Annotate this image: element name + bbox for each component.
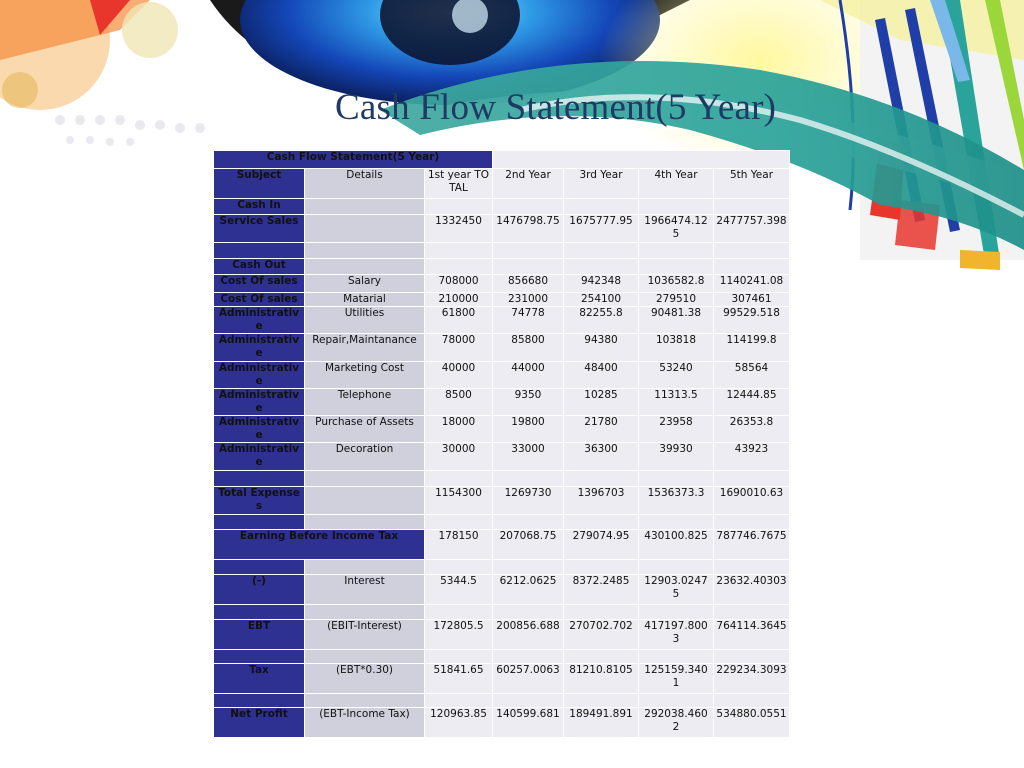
cell-value <box>493 471 564 487</box>
cell-value <box>493 259 564 275</box>
table-row <box>214 416 790 443</box>
header-year-2: 2nd Year <box>493 169 564 199</box>
cell-value: 114199.8 <box>714 334 790 362</box>
row-details: Repair,Maintanance <box>305 334 425 362</box>
cell-value: 99529.518 <box>714 307 790 334</box>
cell-value <box>564 259 639 275</box>
cell-value: 21780 <box>564 416 639 443</box>
table-row <box>214 389 790 416</box>
row-label <box>214 471 305 487</box>
row-label: Cash Out <box>214 259 305 275</box>
table-header-row <box>214 169 790 199</box>
table-row <box>214 694 790 708</box>
header-year-5: 5th Year <box>714 169 790 199</box>
cell-value <box>425 243 493 259</box>
table-row <box>214 199 790 215</box>
table-row <box>214 293 790 307</box>
row-details: Telephone <box>305 389 425 416</box>
cell-value: 36300 <box>564 443 639 471</box>
row-details: Purchase of Assets <box>305 416 425 443</box>
row-details <box>305 560 425 575</box>
cell-value <box>714 515 790 530</box>
cell-value: 48400 <box>564 362 639 389</box>
row-details <box>305 471 425 487</box>
cell-value <box>714 605 790 620</box>
cell-value <box>564 243 639 259</box>
left-floral-decoration <box>0 0 178 110</box>
row-label: Cost Of sales <box>214 275 305 293</box>
cell-value: 94380 <box>564 334 639 362</box>
cell-value: 189491.891 <box>564 708 639 738</box>
cell-value: 8500 <box>425 389 493 416</box>
cell-value <box>425 259 493 275</box>
cell-value: 856680 <box>493 275 564 293</box>
cell-value: 23632.40303 <box>714 575 790 605</box>
table-row <box>214 334 790 362</box>
cell-value: 60257.0063 <box>493 664 564 694</box>
row-label: Administrative <box>214 334 305 362</box>
cell-value: 85800 <box>493 334 564 362</box>
row-details: Utilities <box>305 307 425 334</box>
cell-value <box>639 515 714 530</box>
header-year-1: 1st year TOTAL <box>425 169 493 199</box>
cell-value: 53240 <box>639 362 714 389</box>
table-row <box>214 259 790 275</box>
row-label <box>214 650 305 664</box>
cell-value <box>564 199 639 215</box>
cell-value: 30000 <box>425 443 493 471</box>
cell-value <box>639 199 714 215</box>
cell-value <box>639 471 714 487</box>
row-details: Salary <box>305 275 425 293</box>
cell-value: 764114.3645 <box>714 620 790 650</box>
row-details <box>305 605 425 620</box>
cell-value: 307461 <box>714 293 790 307</box>
cell-value: 207068.75 <box>493 530 564 560</box>
row-details: Marketing Cost <box>305 362 425 389</box>
cell-value: 5344.5 <box>425 575 493 605</box>
cell-value <box>564 560 639 575</box>
cell-value: 58564 <box>714 362 790 389</box>
cell-value <box>639 259 714 275</box>
table-row <box>214 620 790 650</box>
table-caption: Cash Flow Statement(5 Year) <box>214 151 493 169</box>
cell-value <box>564 694 639 708</box>
cell-value <box>639 650 714 664</box>
cell-value: 1476798.75 <box>493 215 564 243</box>
cell-value <box>425 560 493 575</box>
row-details: (EBT*0.30) <box>305 664 425 694</box>
cell-value: 1675777.95 <box>564 215 639 243</box>
cell-value: 12444.85 <box>714 389 790 416</box>
cell-value: 61800 <box>425 307 493 334</box>
cell-value <box>714 243 790 259</box>
cash-flow-table <box>213 150 790 738</box>
header-details: Details <box>305 169 425 199</box>
cell-value: 90481.38 <box>639 307 714 334</box>
table-row <box>214 664 790 694</box>
cell-value: 254100 <box>564 293 639 307</box>
table-row <box>214 487 790 515</box>
cell-value: 1536373.3 <box>639 487 714 515</box>
cell-value <box>714 259 790 275</box>
cell-value: 74778 <box>493 307 564 334</box>
cell-value: 534880.0551 <box>714 708 790 738</box>
cell-value: 39930 <box>639 443 714 471</box>
cell-value <box>714 471 790 487</box>
cell-value: 708000 <box>425 275 493 293</box>
cell-value <box>425 199 493 215</box>
row-details: Decoration <box>305 443 425 471</box>
cell-value: 23958 <box>639 416 714 443</box>
row-label <box>214 243 305 259</box>
row-details: Matarial <box>305 293 425 307</box>
cell-value <box>564 605 639 620</box>
cell-value: 1690010.63 <box>714 487 790 515</box>
cell-value: 172805.5 <box>425 620 493 650</box>
cell-value: 40000 <box>425 362 493 389</box>
cell-value: 33000 <box>493 443 564 471</box>
cell-value <box>714 694 790 708</box>
row-details <box>305 487 425 515</box>
cell-value <box>639 560 714 575</box>
cell-value: 82255.8 <box>564 307 639 334</box>
row-details <box>305 650 425 664</box>
header-year-3: 3rd Year <box>564 169 639 199</box>
cell-value <box>714 650 790 664</box>
row-details <box>305 199 425 215</box>
row-label: Service Sales <box>214 215 305 243</box>
row-label: Cost Of sales <box>214 293 305 307</box>
cell-value: 120963.85 <box>425 708 493 738</box>
row-details <box>305 243 425 259</box>
cell-value: 19800 <box>493 416 564 443</box>
table-row <box>214 605 790 620</box>
table-row <box>214 362 790 389</box>
cell-value <box>714 199 790 215</box>
row-label: Administrative <box>214 389 305 416</box>
cell-value: 10285 <box>564 389 639 416</box>
cell-value: 430100.825 <box>639 530 714 560</box>
cell-value: 26353.8 <box>714 416 790 443</box>
cell-value: 1269730 <box>493 487 564 515</box>
cell-value <box>493 560 564 575</box>
cell-value: 78000 <box>425 334 493 362</box>
row-label: EBT <box>214 620 305 650</box>
cell-value <box>639 243 714 259</box>
cell-value <box>493 199 564 215</box>
cell-value: 6212.0625 <box>493 575 564 605</box>
table-row <box>214 471 790 487</box>
cell-value: 229234.3093 <box>714 664 790 694</box>
row-label: Tax <box>214 664 305 694</box>
cell-value: 231000 <box>493 293 564 307</box>
cell-value: 2477757.398 <box>714 215 790 243</box>
header-year-4: 4th Year <box>639 169 714 199</box>
row-label: Total Expenses <box>214 487 305 515</box>
cell-value: 417197.8003 <box>639 620 714 650</box>
cell-value: 8372.2485 <box>564 575 639 605</box>
row-label: Administrative <box>214 362 305 389</box>
row-label <box>214 515 305 530</box>
cell-value: 1154300 <box>425 487 493 515</box>
cell-value: 18000 <box>425 416 493 443</box>
header-subject: Subject <box>214 169 305 199</box>
cell-value: 140599.681 <box>493 708 564 738</box>
cell-value <box>493 243 564 259</box>
row-details <box>305 215 425 243</box>
cell-value: 1966474.125 <box>639 215 714 243</box>
cell-value: 11313.5 <box>639 389 714 416</box>
row-label: Administrative <box>214 307 305 334</box>
table-row <box>214 575 790 605</box>
cell-value: 210000 <box>425 293 493 307</box>
row-details: (EBT-Income Tax) <box>305 708 425 738</box>
cell-value: 1332450 <box>425 215 493 243</box>
slide-title: Cash Flow Statement(5 Year) <box>335 87 777 128</box>
cell-value: 1396703 <box>564 487 639 515</box>
table-row <box>214 275 790 293</box>
table-row <box>214 560 790 575</box>
cell-value: 44000 <box>493 362 564 389</box>
cell-value: 12903.02475 <box>639 575 714 605</box>
row-label <box>214 605 305 620</box>
cell-value: 103818 <box>639 334 714 362</box>
cell-value: 1036582.8 <box>639 275 714 293</box>
cell-value <box>493 694 564 708</box>
row-label: Administrative <box>214 416 305 443</box>
cell-value <box>564 650 639 664</box>
cell-value <box>493 515 564 530</box>
cell-value <box>425 694 493 708</box>
row-label <box>214 560 305 575</box>
cell-value: 43923 <box>714 443 790 471</box>
row-details: Interest <box>305 575 425 605</box>
row-label: Earning Before Income Tax <box>214 530 425 560</box>
row-details: (EBIT-Interest) <box>305 620 425 650</box>
cell-value <box>425 605 493 620</box>
row-details <box>305 259 425 275</box>
cell-value: 1140241.08 <box>714 275 790 293</box>
cell-value <box>425 515 493 530</box>
table-row <box>214 243 790 259</box>
table-row <box>214 650 790 664</box>
cell-value <box>714 560 790 575</box>
cell-value <box>639 605 714 620</box>
cell-value: 178150 <box>425 530 493 560</box>
cell-value: 81210.8105 <box>564 664 639 694</box>
cell-value: 9350 <box>493 389 564 416</box>
cell-value: 942348 <box>564 275 639 293</box>
table-caption-row <box>214 151 790 169</box>
row-label: (-) <box>214 575 305 605</box>
row-details <box>305 694 425 708</box>
cell-value: 292038.4602 <box>639 708 714 738</box>
table-row <box>214 530 790 560</box>
row-label: Cash In <box>214 199 305 215</box>
cell-value: 270702.702 <box>564 620 639 650</box>
table-row <box>214 215 790 243</box>
table-row <box>214 708 790 738</box>
row-details <box>305 515 425 530</box>
row-label: Net Profit <box>214 708 305 738</box>
cell-value <box>564 515 639 530</box>
table-row <box>214 307 790 334</box>
cell-value: 787746.7675 <box>714 530 790 560</box>
cell-value <box>425 650 493 664</box>
row-label <box>214 694 305 708</box>
cell-value: 200856.688 <box>493 620 564 650</box>
cell-value <box>425 471 493 487</box>
cell-value: 51841.65 <box>425 664 493 694</box>
cell-value: 279510 <box>639 293 714 307</box>
table-row <box>214 515 790 530</box>
cell-value: 125159.3401 <box>639 664 714 694</box>
table-row <box>214 443 790 471</box>
cell-value <box>639 694 714 708</box>
cell-value: 279074.95 <box>564 530 639 560</box>
cell-value <box>564 471 639 487</box>
row-label: Administrative <box>214 443 305 471</box>
cell-value <box>493 650 564 664</box>
cell-value <box>493 605 564 620</box>
